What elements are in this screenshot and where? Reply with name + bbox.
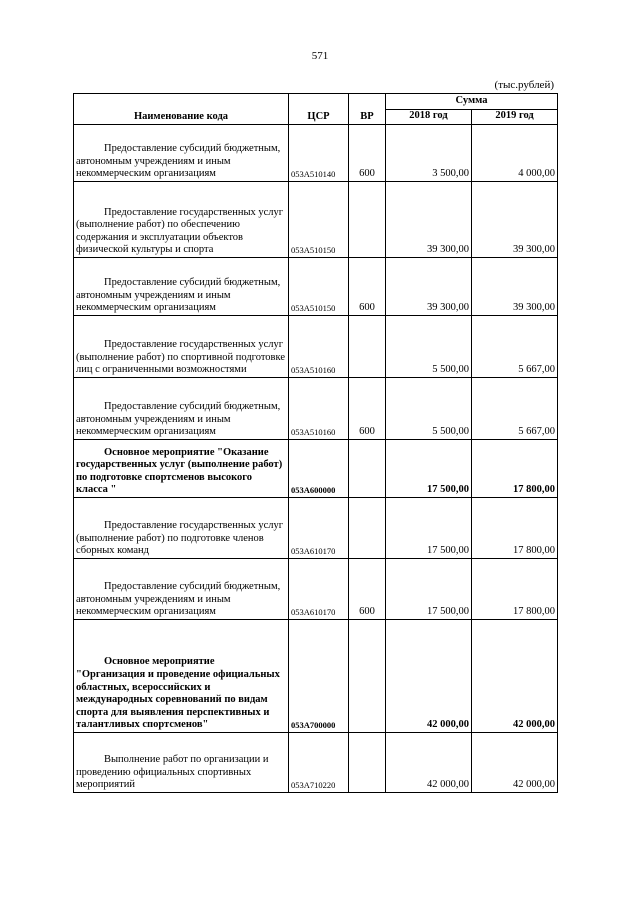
row-2019: 17 800,00 <box>472 559 558 620</box>
row-csr: 053А510150 <box>289 258 349 316</box>
row-2018: 39 300,00 <box>386 182 472 258</box>
row-csr: 053А700000 <box>289 620 349 733</box>
row-2019: 17 800,00 <box>472 498 558 559</box>
row-vr <box>349 620 386 733</box>
row-name: Предоставление субсидий бюджетным, автономным учреждениям и иным некоммерческим организациям <box>74 258 289 316</box>
row-vr <box>349 316 386 378</box>
table-row <box>74 440 558 498</box>
table-row <box>74 559 558 620</box>
row-2019: 17 800,00 <box>472 440 558 498</box>
row-2018: 5 500,00 <box>386 378 472 440</box>
row-2018: 17 500,00 <box>386 498 472 559</box>
row-name: Предоставление субсидий бюджетным, автономным учреждениям и иным некоммерческим организациям <box>74 559 289 620</box>
row-2018: 5 500,00 <box>386 316 472 378</box>
row-2019: 5 667,00 <box>472 378 558 440</box>
row-vr <box>349 498 386 559</box>
row-2019: 42 000,00 <box>472 733 558 793</box>
row-vr <box>349 733 386 793</box>
row-2019: 39 300,00 <box>472 258 558 316</box>
row-name: Основное мероприятие "Оказание государственных услуг (выполнение работ) по подготовке спортсменов высокого класса " <box>74 440 289 498</box>
header-sum: Сумма <box>386 94 558 110</box>
row-vr: 600 <box>349 125 386 182</box>
table-row <box>74 125 558 182</box>
units-label: (тыс.рублей) <box>494 79 554 91</box>
row-csr: 053А510160 <box>289 378 349 440</box>
row-name: Основное мероприятие "Организация и проведение официальных областных, всероссийских и международных соревнований по видам спорта для выявления перспективных и талантливых спортсменов" <box>74 620 289 733</box>
header-csr: ЦСР <box>289 94 349 125</box>
row-2019: 5 667,00 <box>472 316 558 378</box>
table-row <box>74 378 558 440</box>
row-2018: 17 500,00 <box>386 440 472 498</box>
table-row <box>74 498 558 559</box>
table-row <box>74 620 558 733</box>
row-2018: 39 300,00 <box>386 258 472 316</box>
header-name: Наименование кода <box>74 94 289 125</box>
header-year-2018: 2018 год <box>386 109 472 125</box>
row-2018: 42 000,00 <box>386 620 472 733</box>
row-2018: 42 000,00 <box>386 733 472 793</box>
row-name: Предоставление субсидий бюджетным, автономным учреждениям и иным некоммерческим организациям <box>74 378 289 440</box>
row-csr: 053А610170 <box>289 559 349 620</box>
row-name: Предоставление государственных услуг (выполнение работ) по обеспечению содержания и эксплуатации объектов физической культуры и спорта <box>74 182 289 258</box>
row-vr <box>349 182 386 258</box>
page-number: 571 <box>311 50 329 62</box>
row-csr: 053А600000 <box>289 440 349 498</box>
row-2019: 4 000,00 <box>472 125 558 182</box>
table-row <box>74 182 558 258</box>
budget-table <box>73 93 558 793</box>
row-vr <box>349 440 386 498</box>
row-2019: 39 300,00 <box>472 182 558 258</box>
row-csr: 053А710220 <box>289 733 349 793</box>
row-2019: 42 000,00 <box>472 620 558 733</box>
row-csr: 053А510160 <box>289 316 349 378</box>
row-2018: 17 500,00 <box>386 559 472 620</box>
row-vr: 600 <box>349 258 386 316</box>
row-csr: 053А510140 <box>289 125 349 182</box>
row-csr: 053А510150 <box>289 182 349 258</box>
row-2018: 3 500,00 <box>386 125 472 182</box>
row-name: Предоставление государственных услуг (выполнение работ) по спортивной подготовке лиц с ограниченными возможностями <box>74 316 289 378</box>
row-name: Предоставление государственных услуг (выполнение работ) по подготовке членов сборных команд <box>74 498 289 559</box>
row-csr: 053А610170 <box>289 498 349 559</box>
row-vr: 600 <box>349 559 386 620</box>
header-vr: ВР <box>349 94 386 125</box>
row-name: Предоставление субсидий бюджетным, автономным учреждениям и иным некоммерческим организациям <box>74 125 289 182</box>
table-row <box>74 316 558 378</box>
row-vr: 600 <box>349 378 386 440</box>
table-row <box>74 733 558 793</box>
table-row <box>74 258 558 316</box>
row-name: Выполнение работ по организации и проведению официальных спортивных мероприятий <box>74 733 289 793</box>
header-year-2019: 2019 год <box>472 109 558 125</box>
